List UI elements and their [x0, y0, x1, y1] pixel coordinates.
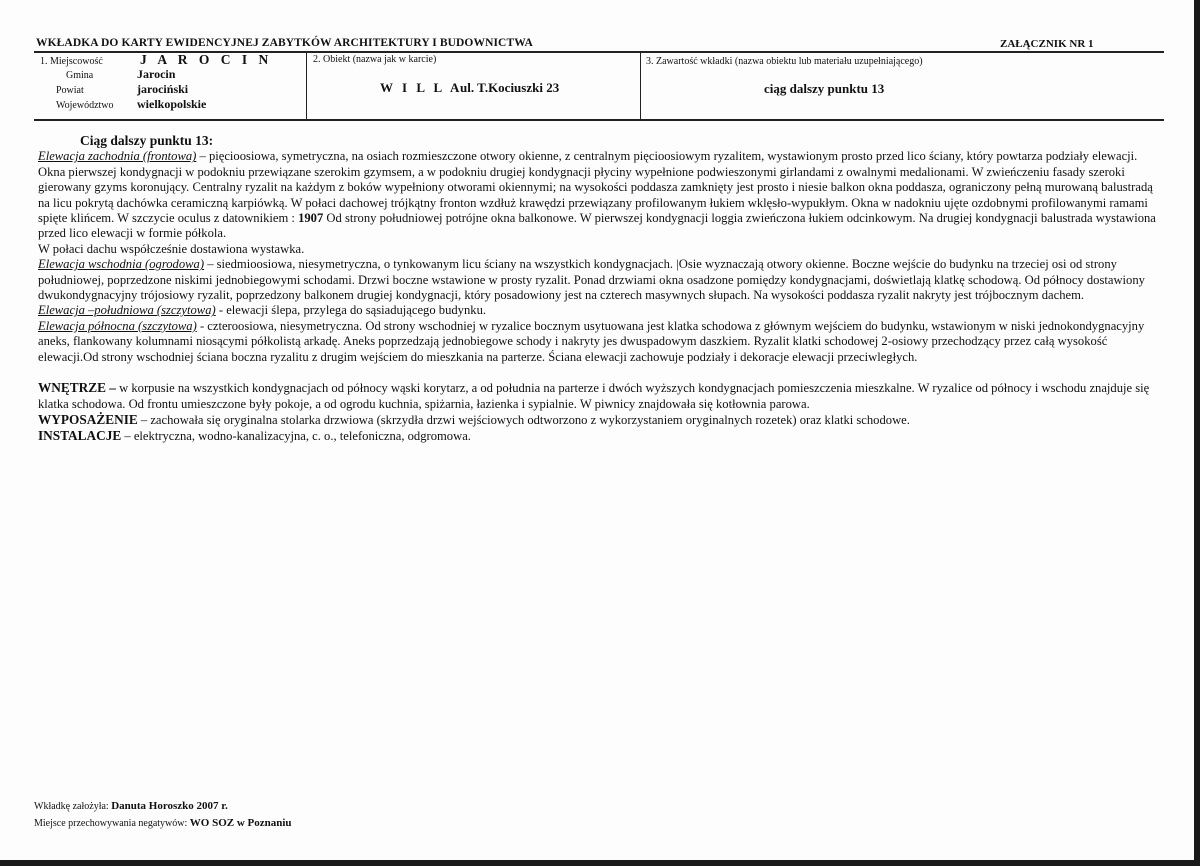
- east-elevation: [38, 257, 1163, 303]
- object-label: 2. Obiekt (nazwa jak w karcie): [313, 54, 437, 65]
- description-body: [38, 133, 1163, 445]
- gmina-value: Jarocin: [137, 67, 176, 81]
- east-elevation-text: – siedmioosiowa, niesymetryczna, o tynkowanym licu ściany na wszystkich kondygnacjach. |Osie wyznaczają otwory okienne. Boczne wejście do budynku na trzeciej osi od strony południowej, poprzedzone niskimi jednobiegowymi schodami. Drzwi boczne wstawione w prosty ryzalit. Ponad drzwiami okna osadzone pomiędzy kondygnacjami, doświetlają klatkę schodową. Od północy dostawiony dwukondygnacyjny trójosiowy ryzalit, poprzedzony balkonem drugiej kondygnacji, który posadowiony jest na czterech masywnych słupach. Na wysokości poddasza ryzalit nakryty jest trójbocznym dachem.: [38, 257, 1145, 303]
- west-elevation-year: 1907: [298, 211, 324, 226]
- powiat-value: jarociński: [137, 82, 189, 96]
- object-address: ul. T.Kociuszki 23: [460, 80, 560, 95]
- west-elevation-text-2: Od strony południowej potrójne okna balkonowe. W pierwszej kondygnacji loggia zwieńczona łukiem odcinkowym. Na drugiej kondygnacji balustrada wystawiona przed lico elewacji w formie półkola.: [38, 211, 1156, 241]
- storage-line: [34, 817, 292, 829]
- equipment-label: WYPOSAŻENIE: [38, 411, 138, 427]
- interior-section: [38, 380, 1163, 412]
- gmina-label: Gmina: [66, 70, 94, 81]
- equipment-section: [38, 412, 1163, 428]
- heading-text: Ciąg dalszy punktu 13:: [80, 133, 214, 148]
- column-divider-2: [640, 51, 641, 120]
- author-label: Wkładkę założyła:: [34, 801, 109, 812]
- north-elevation-label: Elewacja północna (szczytowa): [38, 318, 197, 333]
- west-elevation-label: Elewacja zachodnia (frontowa): [38, 149, 197, 164]
- column-divider-1: [306, 51, 307, 120]
- wojewodztwo-value: wielkopolskie: [137, 97, 207, 111]
- north-elevation: [38, 319, 1163, 365]
- content-value: ciąg dalszy punktu 13: [764, 81, 885, 96]
- attachment-number: ZAŁĄCZNIK NR 1: [1000, 38, 1094, 50]
- header-bottom-rule: [34, 119, 1164, 121]
- south-elevation-label: Elewacja –południowa (szczytowa): [38, 303, 216, 318]
- interior-text: w korpusie na wszystkich kondygnacjach od północy wąski korytarz, a od południa na parterze i dwóch wyższych kondygnacjach pomieszczenia mieszkalne. W ryzalice od północy i wschodu znajduje się klatka schodowa. Od frontu umieszczone były pokoje, a od ogrodu kuchnia, spiżarnia, łazienka i sypialnie. W piwnicy znajdowała się kotłownia parowa.: [38, 381, 1150, 411]
- storage-label: Miejsce przechowywania negatywów:: [34, 818, 188, 829]
- author-line: [34, 800, 228, 812]
- east-elevation-label: Elewacja wschodnia (ogrodowa): [38, 257, 205, 272]
- content-label: 3. Zawartość wkładki (nazwa obiektu lub materiału uzupełniającego): [646, 56, 923, 67]
- installations-section: [38, 428, 1163, 444]
- installations-text: – elektryczna, wodno-kanalizacyjna, c. o., telefoniczna, odgromowa.: [121, 429, 471, 444]
- powiat-label: Powiat: [56, 85, 84, 96]
- miejscowosc-label: 1. Miejscowość: [40, 56, 103, 67]
- wojewodztwo-label: Województwo: [56, 100, 114, 111]
- storage-value: WO SOZ w Poznaniu: [189, 817, 292, 829]
- north-elevation-text: - czteroosiowa, niesymetryczna. Od strony wschodniej w ryzalice bocznym usytuowana jest klatka schodowa z głównym wejściem do budynku, wstawionym w niski jednokondygnacyjny aneks, flankowany kolumnami niosącymi półkolistą arkadę. Aneks poprzedzają jednobiegowe schody i nakryty jes dwuspadowym daszkiem. Ryzalit klatki schodowej 2-osiowy przechodzący przez całą wysokość elewacji.Od strony wschodniej ściana boczna ryzalitu z drugim wejściem do mieszkania na parterze. Ściana elewacji zachowuje podziały i dekoracje elewacji przeciwległych.: [38, 318, 1145, 364]
- south-elevation-text: - elewacji ślepa, przylega do sąsiadującego budynku.: [215, 303, 487, 318]
- section-heading: [38, 133, 1163, 148]
- interior-label: WNĘTRZE –: [38, 380, 116, 396]
- form-title: WKŁADKA DO KARTY EWIDENCYJNEJ ZABYTKÓW ARCHITEKTURY I BUDOWNICTWA: [36, 37, 533, 49]
- west-elevation-text: – pięcioosiowa, symetryczna, na osiach rozmieszczone otwory okienne, z centralnym pięcioosiowym ryzalitem, wystawionym prosto przed lico ściany, który powtarza podziały elewacji. Okna pierwszej kondygnacji w podokniu przewiązane szerokim gzymsem, a w podokniu drugiej kondygnacji płyciny wypełnione podwieszonymi girlandami z owalnymi medalionami. W zwieńczeniu fasady szeroki gierowany gzyms koronujący. Centralny ryzalit na każdym z boków wypełniony otworami okiennymi; na wysokości poddasza zamknięty jest prosto i niesie balkon okna poddasza, ograniczony pełną murowaną balustradą na licu pokrytą dachówka ceramiczną karpiówką. W połaci dachowej trójkątny fronton wzdłuż krawędzi przewiązany profilowanym łukiem wklęsło-wypukłym. Okna w nadokniu ujęte ozdobnymi profilowanymi ramami spięte klińcem. W szczycie oculus z datownikiem :: [38, 149, 1153, 226]
- miejscowosc-value: J A R O C I N: [140, 52, 273, 67]
- west-elevation-addendum: W połaci dachu współcześnie dostawiona wystawka.: [38, 241, 305, 256]
- installations-label: INSTALACJE: [38, 428, 122, 444]
- equipment-text: – zachowała się oryginalna stolarka drzwiowa (skrzydła drzwi wejściowych odtworzono z wykorzystaniem oryginalnych rozetek) oraz klatki schodowe.: [137, 412, 910, 427]
- object-name: W I L L A: [380, 80, 463, 95]
- south-elevation: [38, 303, 1163, 318]
- author-value: Danuta Horoszko 2007 r.: [111, 800, 228, 812]
- west-elevation: [38, 149, 1163, 241]
